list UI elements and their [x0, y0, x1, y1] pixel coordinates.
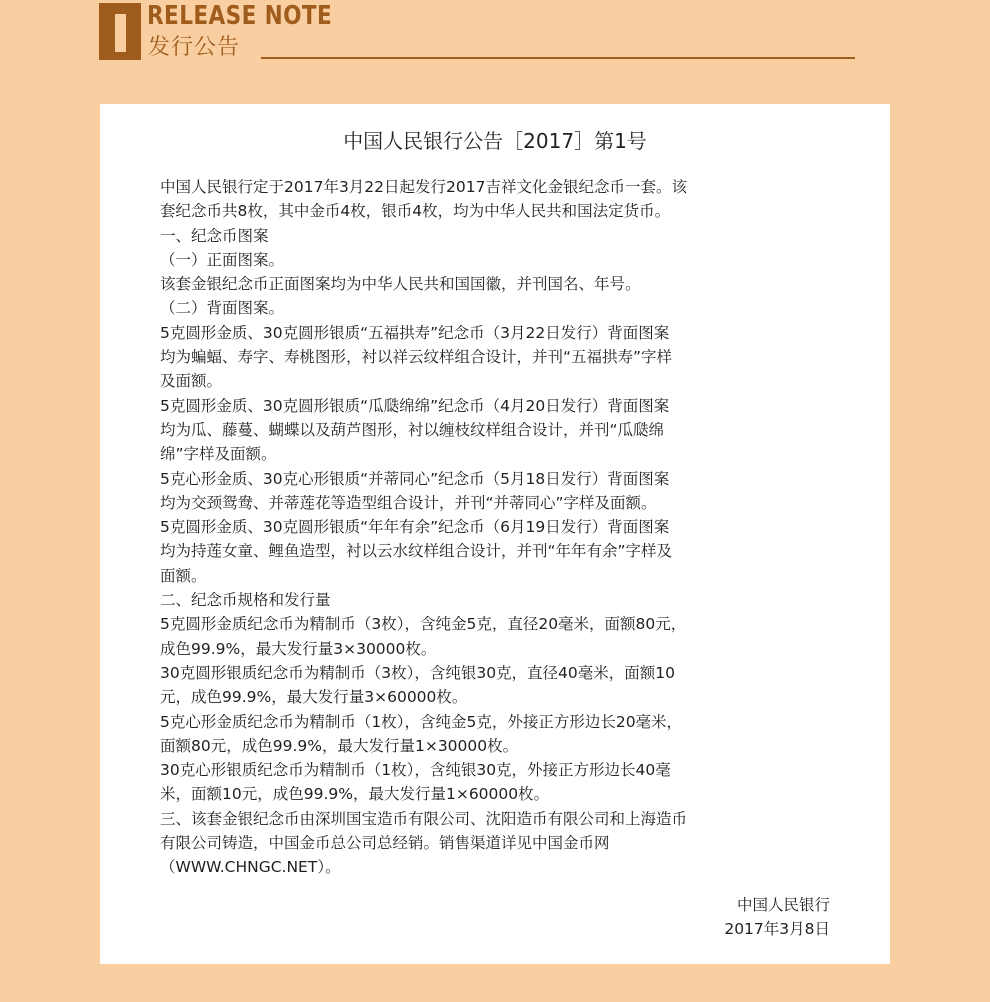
notice-line: 绵”字样及面额。	[160, 445, 277, 464]
notice-line: 均为持莲女童、鲤鱼造型，衬以云水纹样组合设计，并刊“年年有余”字样及	[160, 542, 673, 561]
notice-line: 及面额。	[160, 372, 223, 391]
signature-date: 2017年3月8日	[724, 920, 830, 939]
notice-line: 一、纪念币图案	[160, 226, 269, 245]
notice-line: 元，成色99.9%，最大发行量3×60000枚。	[160, 688, 468, 707]
notice-line: （一）正面图案。	[160, 250, 285, 269]
notice-line: 成色99.9%，最大发行量3×30000枚。	[160, 639, 437, 658]
notice-line: 面额。	[160, 566, 207, 585]
notice-line: 均为瓜、藤蔓、蝴蝶以及葫芦图形，衬以缠枝纹样组合设计，并刊“瓜瓞绵	[160, 420, 665, 439]
notice-line: （WWW.CHNGC.NET）。	[160, 858, 341, 877]
header-underline	[261, 57, 855, 59]
signature-issuer: 中国人民银行	[736, 896, 830, 914]
notice-line: 5克圆形金质、30克圆形银质“瓜瓞绵绵”纪念币（4月20日发行）背面图案	[160, 396, 670, 415]
notice-line: 均为蝙蝠、寿字、寿桃图形，衬以祥云纹样组合设计，并刊“五福拱寿”字样	[160, 348, 673, 367]
notice-line: （二）背面图案。	[160, 299, 285, 318]
header-logo-block	[99, 3, 141, 60]
notice-line: 二、纪念币规格和发行量	[160, 591, 331, 610]
notice-line: 5克圆形金质纪念币为精制币（3枚），含纯金5克，直径20毫米，面额80元，	[160, 615, 687, 634]
notice-line: 均为交颈鸳鸯、并蒂莲花等造型组合设计，并刊“并蒂同心”字样及面额。	[160, 493, 657, 512]
notice-line: 30克心形银质纪念币为精制币（1枚），含纯银30克，外接正方形边长40毫	[160, 761, 671, 780]
notice-card	[100, 104, 890, 964]
header-title-cn: 发行公告	[148, 35, 241, 60]
notice-line: 5克心形金质纪念币为精制币（1枚），含纯金5克，外接正方形边长20毫米，	[160, 712, 683, 731]
notice-line: 米，面额10元，成色99.9%，最大发行量1×60000枚。	[160, 785, 550, 804]
notice-line: 30克圆形银质纪念币为精制币（3枚），含纯银30克，直径40毫米，面额10	[160, 663, 676, 682]
notice-line: 5克圆形金质、30克圆形银质“五福拱寿”纪念币（3月22日发行）背面图案	[160, 323, 670, 342]
notice-title: 中国人民银行公告［2017］第1号	[343, 129, 647, 153]
notice-line: 该套金银纪念币正面图案均为中华人民共和国国徽，并刊国名、年号。	[160, 275, 641, 294]
notice-line: 套纪念币共8枚，其中金币4枚，银币4枚，均为中华人民共和国法定货币。	[160, 202, 671, 221]
notice-line: 有限公司铸造，中国金币总公司总经销。销售渠道详见中国金币网	[160, 834, 610, 853]
notice-signature	[660, 893, 830, 942]
header-logo-bar	[115, 14, 126, 52]
notice-line: 5克心形金质、30克心形银质“并蒂同心”纪念币（5月18日发行）背面图案	[160, 469, 670, 488]
header-title-en: RELEASE NOTE	[147, 1, 333, 31]
notice-line: 三、该套金银纪念币由深圳国宝造币有限公司、沈阳造币有限公司和上海造币	[160, 809, 688, 828]
notice-body	[160, 175, 832, 880]
notice-line: 5克圆形金质、30克圆形银质“年年有余”纪念币（6月19日发行）背面图案	[160, 518, 670, 537]
notice-line: 中国人民银行定于2017年3月22日起发行2017吉祥文化金银纪念币一套。该	[160, 178, 687, 196]
notice-line: 面额80元，成色99.9%，最大发行量1×30000枚。	[160, 736, 519, 755]
